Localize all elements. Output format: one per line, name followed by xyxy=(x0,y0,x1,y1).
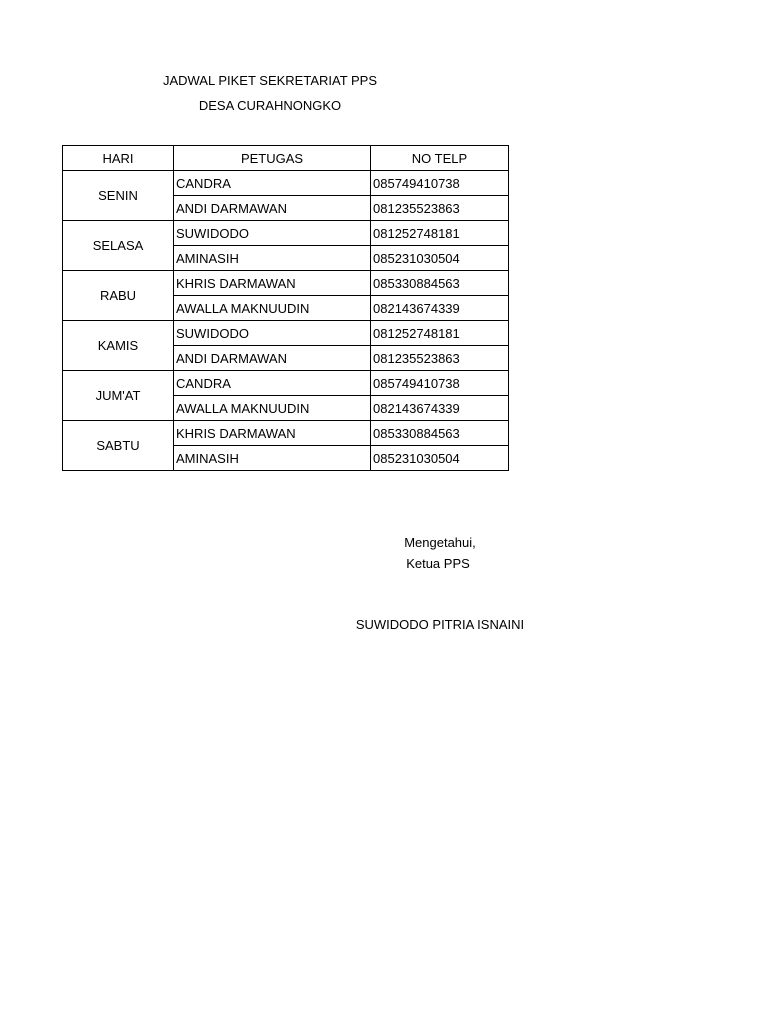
officer-cell: SUWIDODO xyxy=(174,321,371,346)
column-header-officer: PETUGAS xyxy=(174,146,371,171)
phone-cell: 085330884563 xyxy=(371,271,509,296)
officer-cell: KHRIS DARMAWAN xyxy=(174,271,371,296)
officer-cell: AMINASIH xyxy=(174,246,371,271)
officer-cell: AMINASIH xyxy=(174,446,371,471)
phone-cell: 085749410738 xyxy=(371,171,509,196)
table-row xyxy=(63,171,509,196)
phone-cell: 081252748181 xyxy=(371,321,509,346)
day-cell: SABTU xyxy=(63,421,174,471)
phone-cell: 082143674339 xyxy=(371,396,509,421)
phone-cell: 081235523863 xyxy=(371,196,509,221)
signer-name: SUWIDODO PITRIA ISNAINI xyxy=(355,617,525,632)
phone-cell: 085231030504 xyxy=(371,246,509,271)
column-header-phone: NO TELP xyxy=(371,146,509,171)
officer-cell: CANDRA xyxy=(174,371,371,396)
officer-cell: ANDI DARMAWAN xyxy=(174,346,371,371)
table-row xyxy=(63,371,509,396)
table-row xyxy=(63,271,509,296)
column-header-day: HARI xyxy=(63,146,174,171)
table-row xyxy=(63,421,509,446)
day-cell: RABU xyxy=(63,271,174,321)
officer-cell: SUWIDODO xyxy=(174,221,371,246)
officer-cell: KHRIS DARMAWAN xyxy=(174,421,371,446)
phone-cell: 085749410738 xyxy=(371,371,509,396)
page-title: JADWAL PIKET SEKRETARIAT PPS xyxy=(162,73,378,88)
table-body xyxy=(63,171,509,471)
phone-cell: 081235523863 xyxy=(371,346,509,371)
phone-cell: 082143674339 xyxy=(371,296,509,321)
officer-cell: AWALLA MAKNUUDIN xyxy=(174,296,371,321)
officer-cell: ANDI DARMAWAN xyxy=(174,196,371,221)
acknowledged-label: Mengetahui, xyxy=(404,535,476,550)
table-row xyxy=(63,221,509,246)
table-header-row xyxy=(63,146,509,171)
signer-position: Ketua PPS xyxy=(406,556,470,571)
officer-cell: AWALLA MAKNUUDIN xyxy=(174,396,371,421)
phone-cell: 081252748181 xyxy=(371,221,509,246)
day-cell: SELASA xyxy=(63,221,174,271)
officer-cell: CANDRA xyxy=(174,171,371,196)
phone-cell: 085231030504 xyxy=(371,446,509,471)
page-subtitle: DESA CURAHNONGKO xyxy=(198,98,342,113)
table-row xyxy=(63,321,509,346)
day-cell: KAMIS xyxy=(63,321,174,371)
schedule-table xyxy=(62,145,509,471)
day-cell: SENIN xyxy=(63,171,174,221)
day-cell: JUM'AT xyxy=(63,371,174,421)
phone-cell: 085330884563 xyxy=(371,421,509,446)
